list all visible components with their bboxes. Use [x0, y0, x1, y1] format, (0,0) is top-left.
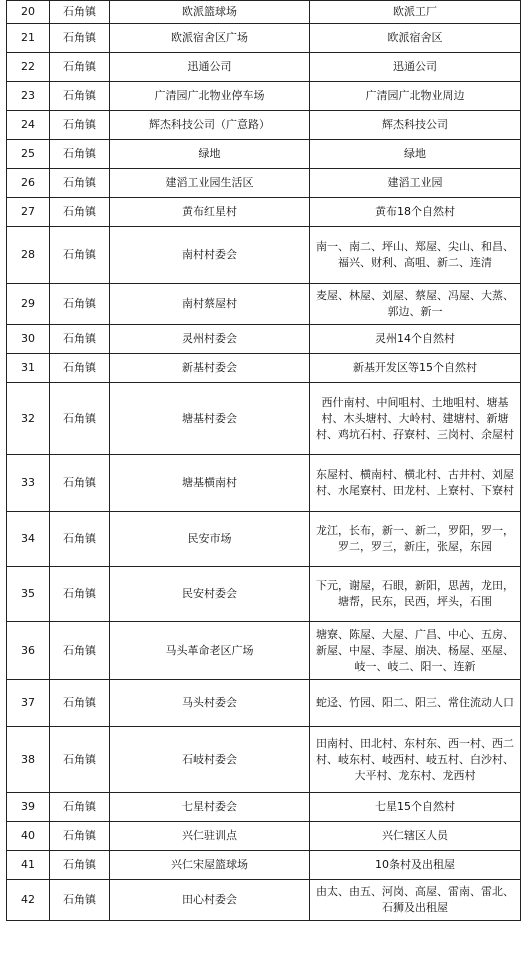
town-cell: 石角镇 — [50, 169, 110, 198]
town-cell: 石角镇 — [50, 140, 110, 169]
table-row — [7, 567, 521, 622]
coverage-area-cell: 欧派宿舍区 — [310, 24, 521, 53]
town-cell: 石角镇 — [50, 512, 110, 567]
test-site-cell: 迅通公司 — [110, 53, 310, 82]
coverage-area-cell: 田南村、田北村、东村东、西一村、西二村、岐东村、岐西村、岐五村、白沙村、大平村、龙东村、龙西村 — [310, 727, 521, 793]
row-number: 24 — [7, 111, 50, 140]
table-row — [7, 24, 521, 53]
coverage-area-cell: 西什南村、中间咀村、土地咀村、塘基村、木头塘村、大岭村、建塘村、新塘村、鸡坑石村、孖寮村、三岗村、余屋村 — [310, 383, 521, 455]
table-row — [7, 325, 521, 354]
row-number: 32 — [7, 383, 50, 455]
table-row — [7, 851, 521, 880]
test-site-cell: 南村村委会 — [110, 227, 310, 284]
table-row — [7, 53, 521, 82]
town-cell: 石角镇 — [50, 325, 110, 354]
coverage-area-cell: 欧派工厂 — [310, 1, 521, 24]
coverage-area-cell: 龙江，长布，新一、新二，罗阳，罗一，罗二，罗三，新庄，张屋，东园 — [310, 512, 521, 567]
row-number: 23 — [7, 82, 50, 111]
test-site-cell: 广清园广北物业停车场 — [110, 82, 310, 111]
row-number: 41 — [7, 851, 50, 880]
table-row — [7, 727, 521, 793]
table-row — [7, 455, 521, 512]
town-cell: 石角镇 — [50, 383, 110, 455]
test-site-cell: 黄布红星村 — [110, 198, 310, 227]
test-site-cell: 南村蔡屋村 — [110, 284, 310, 325]
test-site-cell: 辉杰科技公司（广意路） — [110, 111, 310, 140]
row-number: 22 — [7, 53, 50, 82]
coverage-area-cell: 迅通公司 — [310, 53, 521, 82]
town-cell: 石角镇 — [50, 822, 110, 851]
table-row — [7, 622, 521, 680]
test-site-cell: 塘基村委会 — [110, 383, 310, 455]
row-number: 33 — [7, 455, 50, 512]
row-number: 25 — [7, 140, 50, 169]
coverage-area-cell: 蛇迳、竹园、阳二、阳三、常住流动人口 — [310, 680, 521, 727]
town-cell: 石角镇 — [50, 622, 110, 680]
row-number: 35 — [7, 567, 50, 622]
coverage-area-cell: 塘寮、陈屋、大屋、广昌、中心、五房、新屋、中屋、李屋、崩决、杨屋、巫屋、岐一、岐二、阳一、连新 — [310, 622, 521, 680]
coverage-area-cell: 麦屋、林屋、刘屋、蔡屋、冯屋、大蒸、郭边、新一 — [310, 284, 521, 325]
coverage-area-cell: 灵州14个自然村 — [310, 325, 521, 354]
table-row — [7, 1, 521, 24]
row-number: 31 — [7, 354, 50, 383]
town-cell: 石角镇 — [50, 354, 110, 383]
test-site-cell: 建滔工业园生活区 — [110, 169, 310, 198]
test-site-cell: 兴仁驻训点 — [110, 822, 310, 851]
row-number: 40 — [7, 822, 50, 851]
coverage-area-cell: 东屋村、横南村、横北村、古井村、刘屋村、水尾寮村、田龙村、上寮村、下寮村 — [310, 455, 521, 512]
test-site-cell: 绿地 — [110, 140, 310, 169]
coverage-area-cell: 10条村及出租屋 — [310, 851, 521, 880]
row-number: 37 — [7, 680, 50, 727]
town-cell: 石角镇 — [50, 455, 110, 512]
town-cell: 石角镇 — [50, 680, 110, 727]
town-cell: 石角镇 — [50, 53, 110, 82]
table-row — [7, 822, 521, 851]
test-site-cell: 民安村委会 — [110, 567, 310, 622]
town-cell: 石角镇 — [50, 24, 110, 53]
table-row — [7, 680, 521, 727]
row-number: 26 — [7, 169, 50, 198]
row-number: 42 — [7, 880, 50, 921]
town-cell: 石角镇 — [50, 82, 110, 111]
coverage-area-cell: 由太、由五、河岗、高屋、雷南、雷北、石狮及出租屋 — [310, 880, 521, 921]
coverage-area-cell: 下元，谢屋，石眼，新阳，思茜，龙田，塘帮，民东，民西，坪头，石围 — [310, 567, 521, 622]
town-cell: 石角镇 — [50, 851, 110, 880]
coverage-area-cell: 黄布18个自然村 — [310, 198, 521, 227]
test-site-cell: 田心村委会 — [110, 880, 310, 921]
test-site-cell: 欧派宿舍区广场 — [110, 24, 310, 53]
test-site-table — [6, 0, 521, 921]
row-number: 38 — [7, 727, 50, 793]
test-site-cell: 塘基横南村 — [110, 455, 310, 512]
table-body — [7, 1, 521, 921]
coverage-area-cell: 新基开发区等15个自然村 — [310, 354, 521, 383]
test-site-cell: 七星村委会 — [110, 793, 310, 822]
row-number: 30 — [7, 325, 50, 354]
coverage-area-cell: 辉杰科技公司 — [310, 111, 521, 140]
row-number: 29 — [7, 284, 50, 325]
table-row — [7, 284, 521, 325]
table-row — [7, 111, 521, 140]
test-site-cell: 欧派篮球场 — [110, 1, 310, 24]
town-cell: 石角镇 — [50, 227, 110, 284]
coverage-area-cell: 绿地 — [310, 140, 521, 169]
row-number: 20 — [7, 1, 50, 24]
town-cell: 石角镇 — [50, 111, 110, 140]
table-row — [7, 793, 521, 822]
test-site-cell: 马头革命老区广场 — [110, 622, 310, 680]
table-row — [7, 140, 521, 169]
table-row — [7, 82, 521, 111]
town-cell: 石角镇 — [50, 284, 110, 325]
table-row — [7, 880, 521, 921]
town-cell: 石角镇 — [50, 727, 110, 793]
table-row — [7, 169, 521, 198]
test-site-cell: 新基村委会 — [110, 354, 310, 383]
town-cell: 石角镇 — [50, 880, 110, 921]
town-cell: 石角镇 — [50, 793, 110, 822]
coverage-area-cell: 广清园广北物业周边 — [310, 82, 521, 111]
test-site-cell: 马头村委会 — [110, 680, 310, 727]
coverage-area-cell: 建滔工业园 — [310, 169, 521, 198]
coverage-area-cell: 南一、南二、坪山、郑屋、尖山、和昌、福兴、财利、高咀、新二、连清 — [310, 227, 521, 284]
row-number: 34 — [7, 512, 50, 567]
table-row — [7, 383, 521, 455]
table-row — [7, 227, 521, 284]
test-site-cell: 兴仁宋屋篮球场 — [110, 851, 310, 880]
table-row — [7, 354, 521, 383]
test-site-cell: 石岐村委会 — [110, 727, 310, 793]
coverage-area-cell: 兴仁辖区人员 — [310, 822, 521, 851]
table-row — [7, 198, 521, 227]
town-cell: 石角镇 — [50, 198, 110, 227]
row-number: 36 — [7, 622, 50, 680]
row-number: 28 — [7, 227, 50, 284]
town-cell: 石角镇 — [50, 567, 110, 622]
row-number: 27 — [7, 198, 50, 227]
row-number: 39 — [7, 793, 50, 822]
test-site-cell: 民安市场 — [110, 512, 310, 567]
test-site-cell: 灵州村委会 — [110, 325, 310, 354]
town-cell: 石角镇 — [50, 1, 110, 24]
row-number: 21 — [7, 24, 50, 53]
table-row — [7, 512, 521, 567]
coverage-area-cell: 七星15个自然村 — [310, 793, 521, 822]
